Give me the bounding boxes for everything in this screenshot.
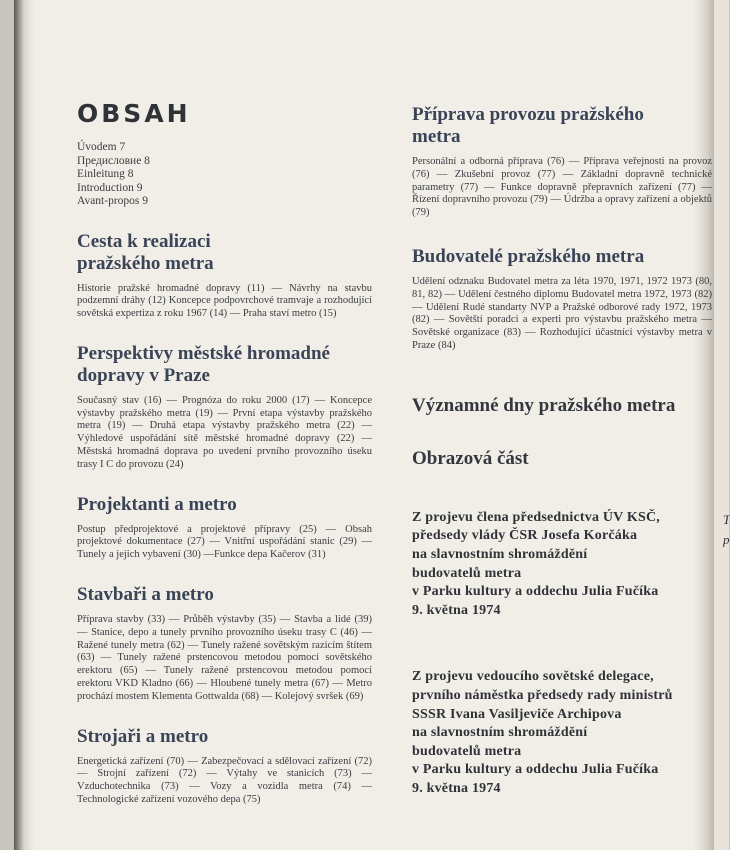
section-stavbari bbox=[77, 584, 372, 704]
speech-korcak bbox=[412, 509, 712, 621]
section-title: Stavbaři a metro bbox=[77, 584, 214, 606]
section-title: Perspektivy městské hromadné dopravy v Praze bbox=[77, 342, 330, 386]
speech-line: SSSR Ivana Vasiljeviče Archipova bbox=[412, 706, 622, 722]
intro-item: Einleitung 8 bbox=[77, 168, 134, 180]
speech-line: v Parku kultury a oddechu Julia Fučíka bbox=[412, 584, 659, 600]
speech-line: v Parku kultury a oddechu Julia Fučíka bbox=[412, 762, 659, 778]
section-body: Udělení odznaku Budovatel metra za léta 1970, 1971, 1972 1973 (80, 81, 82) — Udělení čestného diplomu Budovatel metra 1972, 1973 (82) — Udělení Rudé standarty NVP a Pražské odborové rady 1972, 1973 (82) — Sovětští poradci a experti pro výstavbu pražského metra — Sovětské organizace (83) — Rozhodující účastníci výstavby metra v Praze (84) bbox=[412, 275, 712, 351]
speech-line: budovatelů metra bbox=[412, 565, 522, 581]
speech-line: 9. května 1974 bbox=[412, 780, 501, 796]
pictorial-part-heading: Obrazová část bbox=[412, 447, 529, 469]
section-body: Postup předprojektové a projektové přípravy (25) — Obsah projektové dokumentace (27) — Vnitřní uspořádání stanic (29) — Tunely a jejich vybavení (30) —Funkce depa Kačerov (31) bbox=[77, 523, 372, 561]
speech-line: Z projevu vedoucího sovětské delegace, bbox=[412, 669, 654, 685]
important-days-heading: Významné dny pražského metra bbox=[412, 394, 676, 416]
binding-shadow bbox=[14, 0, 34, 850]
section-body: Současný stav (16) — Prognóza do roku 2000 (17) — Koncepce výstavby pražského metra (19) — První etapa výstavby pražského metra (19) — Druhá etapa výstavby pražského metra (22) — Výhledové uspořádání sítě městské hromadné dopravy (22) — Městská hromadná doprava po uvedení prvního provozního úseku trasy I C do provozu (24) bbox=[77, 394, 372, 470]
speech-line: Z projevu člena předsednictva ÚV KSČ, bbox=[412, 509, 661, 525]
section-body: Energetická zařízení (70) — Zabezpečovací a sdělovací zařízení (72) — Strojní zařízení (72) — Výtahy ve stanicích (73) — Vzduchotechnika (73) — Vozy a vozidla metra (74) — Technologické zařízení vozového depa (75) bbox=[77, 755, 372, 806]
section-projektanti bbox=[77, 494, 372, 562]
intro-list bbox=[77, 141, 372, 209]
section-body: Příprava stavby (33) — Průběh výstavby (35) — Stavba a lidé (39) — Stanice, depo a tunely prvního provozního úseku trasy C (46) — Ražené tunely metra (62) — Tunely ražené sovětským razicím štítem (63) — Tunely ražené prstencovou metodou pomocí sovětského erektoru (65) — Tunely ražené prstencovou metodou pomocí erektoru VKD Kladno (66) — Hloubené tunely metra (67) — Metro prochází mostem Klementa Gottwalda (68) — Kolejový svršek (69) bbox=[77, 614, 372, 702]
section-budovatele bbox=[412, 246, 712, 353]
speech-line: budovatelů metra bbox=[412, 743, 522, 759]
adjacent-page-glyph: T bbox=[723, 512, 730, 527]
speech-archipov bbox=[412, 668, 712, 798]
intro-item: Предисловие 8 bbox=[77, 154, 150, 167]
section-body: Historie pražské hromadné dopravy (11) — Návrhy na stavbu podzemní dráhy (12) Koncepce podpovrchové tramvaje a rozhodující sovětská expertiza z roku 1967 (14) — Praha staví metro (15) bbox=[77, 282, 372, 320]
section-perspektivy bbox=[77, 343, 372, 472]
intro-item: Avant-propos 9 bbox=[77, 195, 149, 207]
adjacent-page-glyph: p bbox=[723, 532, 730, 547]
section-title: Strojaři a metro bbox=[77, 725, 209, 747]
speech-line: předsedy vlády ČSR Josefa Korčáka bbox=[412, 528, 638, 544]
speech-line: na slavnostním shromáždění bbox=[412, 546, 588, 562]
speech-line: na slavnostním shromáždění bbox=[412, 725, 588, 741]
left-column bbox=[77, 100, 372, 829]
speech-line: 9. května 1974 bbox=[412, 602, 501, 618]
contents-title: OBSAH bbox=[77, 99, 191, 128]
section-title: Cesta k realizaci pražského metra bbox=[77, 230, 214, 274]
section-cesta bbox=[77, 231, 372, 321]
section-title: Příprava provozu pražského metra bbox=[412, 104, 644, 147]
intro-item: Introduction 9 bbox=[77, 181, 143, 194]
section-title: Projektanti a metro bbox=[77, 493, 237, 515]
book-page bbox=[14, 0, 714, 850]
section-strojari bbox=[77, 726, 372, 807]
speech-line: prvního náměstka předsedy rady ministrů bbox=[412, 687, 673, 703]
section-priprava bbox=[412, 104, 712, 220]
section-body: Personální a odborná příprava (76) — Příprava veřejnosti na provoz (76) — Zkušební provoz (77) — Základní dopravně technické parametry (77) — Funkce dopravně přepravních zařízení (77) — Řízení dopravního provozu (79) — Údržba a opravy zařízení a objektů (79) bbox=[412, 156, 712, 219]
adjacent-page bbox=[714, 0, 729, 850]
section-title: Budovatelé pražského metra bbox=[412, 245, 645, 267]
right-column bbox=[412, 104, 712, 798]
intro-item: Úvodem 7 bbox=[77, 141, 126, 153]
